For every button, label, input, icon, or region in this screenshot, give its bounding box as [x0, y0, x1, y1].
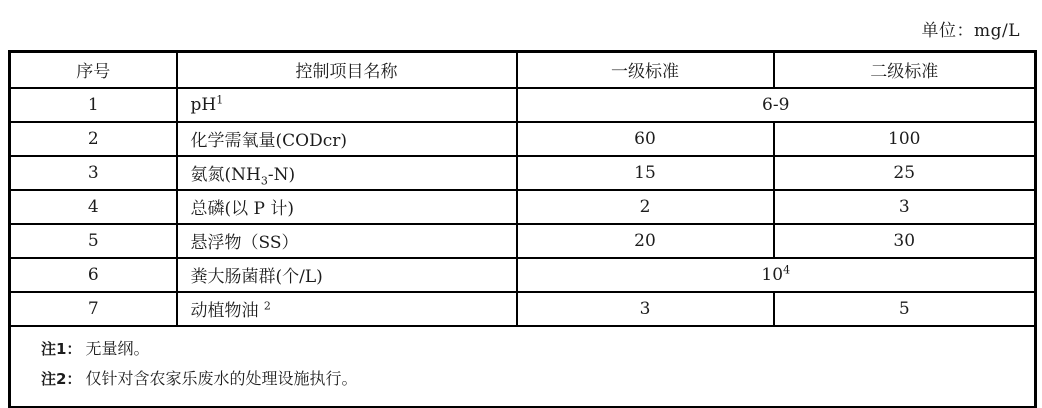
cell-level2-value: 5 [774, 292, 1036, 326]
cell-level1-value: 3 [517, 292, 774, 326]
table-row [10, 292, 1036, 326]
header-cell-item: 控制项目名称 [177, 52, 517, 88]
cell-item-name: 粪大肠菌群(个/L) [177, 258, 517, 292]
unit-label: 单位：mg/L [921, 21, 1020, 41]
table-row [10, 224, 1036, 258]
table-row [10, 156, 1036, 190]
table-row [10, 122, 1036, 156]
notes-cell [10, 326, 1036, 408]
cell-item-name: 总磷(以 P 计) [177, 190, 517, 224]
note-line: 注2： 仅针对含农家乐废水的处理设施执行。 [41, 368, 358, 388]
cell-level2-value: 30 [774, 224, 1036, 258]
cell-value-span: $10^4$ [517, 258, 1036, 292]
standards-table [8, 50, 1037, 408]
cell-level2-value: 3 [774, 190, 1036, 224]
cell-value-span: 6-9 [517, 88, 1036, 122]
cell-item-name: 动植物油 $^2$ [177, 292, 517, 326]
cell-level1-value: 60 [517, 122, 774, 156]
cell-level2-value: 25 [774, 156, 1036, 190]
cell-item-name: $pH^1$ [177, 88, 517, 122]
cell-no: 4 [10, 190, 177, 224]
table-row [10, 88, 1036, 122]
cell-no: 7 [10, 292, 177, 326]
table-row [10, 190, 1036, 224]
table-row [10, 258, 1036, 292]
cell-level1-value: 20 [517, 224, 774, 258]
note-line: 注1： 无量纲。 [41, 338, 150, 358]
note-label: 注1： [41, 339, 82, 358]
note-label: 注2： [41, 369, 82, 388]
cell-no: 1 [10, 88, 177, 122]
header-cell-no: 序号 [10, 52, 177, 88]
cell-item-name: 悬浮物（SS） [177, 224, 517, 258]
cell-item-name: 氨氮$(NH_3-N)$ [177, 156, 517, 190]
table-header-row [10, 52, 1036, 88]
table-notes-row [10, 326, 1036, 408]
cell-level2-value: 100 [774, 122, 1036, 156]
cell-no: 5 [10, 224, 177, 258]
cell-item-name: 化学需氧量(CODcr) [177, 122, 517, 156]
header-cell-level2: 二级标准 [774, 52, 1036, 88]
cell-level1-value: 2 [517, 190, 774, 224]
cell-no: 6 [10, 258, 177, 292]
cell-no: 2 [10, 122, 177, 156]
header-cell-level1: 一级标准 [517, 52, 774, 88]
cell-no: 3 [10, 156, 177, 190]
cell-level1-value: 15 [517, 156, 774, 190]
